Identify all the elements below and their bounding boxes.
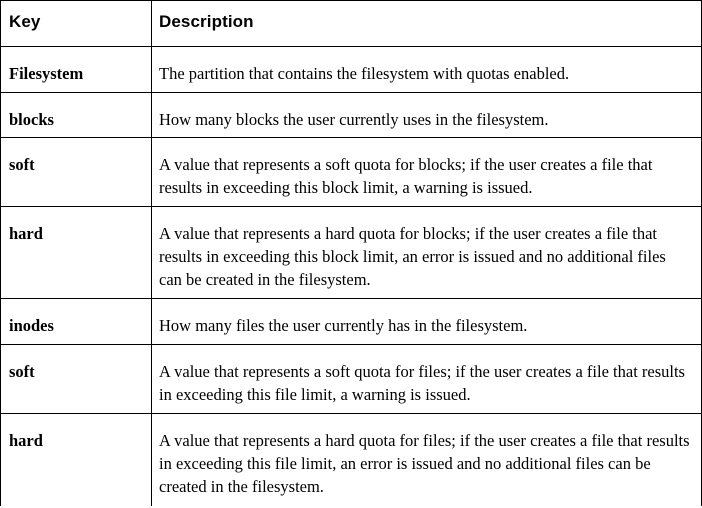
description-cell: A value that represents a soft quota for blocks; if the user creates a file that results in exceeding this block limit, a warning is issued. — [152, 138, 702, 207]
table-header-row — [1, 1, 702, 47]
table-row — [1, 414, 702, 506]
key-cell: soft — [1, 345, 152, 414]
key-cell: hard — [1, 207, 152, 299]
table-body — [1, 47, 702, 506]
table-row — [1, 47, 702, 93]
key-column-header: Key — [1, 1, 152, 47]
description-cell: How many files the user currently has in the filesystem. — [152, 299, 702, 345]
table-row — [1, 93, 702, 138]
table-row — [1, 299, 702, 345]
table-row — [1, 138, 702, 207]
description-cell: How many blocks the user currently uses in the filesystem. — [152, 93, 702, 138]
key-cell: inodes — [1, 299, 152, 345]
key-cell: Filesystem — [1, 47, 152, 93]
description-cell: A value that represents a hard quota for files; if the user creates a file that results in exceeding this file limit, an error is issued and no additional files can be created in the filesystem. — [152, 414, 702, 506]
table-header — [1, 1, 702, 47]
description-cell: The partition that contains the filesystem with quotas enabled. — [152, 47, 702, 93]
description-cell: A value that represents a soft quota for files; if the user creates a file that results in exceeding this file limit, a warning is issued. — [152, 345, 702, 414]
key-cell: soft — [1, 138, 152, 207]
table-row — [1, 207, 702, 299]
key-cell: blocks — [1, 93, 152, 138]
table-row — [1, 345, 702, 414]
key-cell: hard — [1, 414, 152, 506]
description-column-header: Description — [152, 1, 702, 47]
description-cell: A value that represents a hard quota for blocks; if the user creates a file that results in exceeding this block limit, an error is issued and no additional files can be created in the filesystem. — [152, 207, 702, 299]
